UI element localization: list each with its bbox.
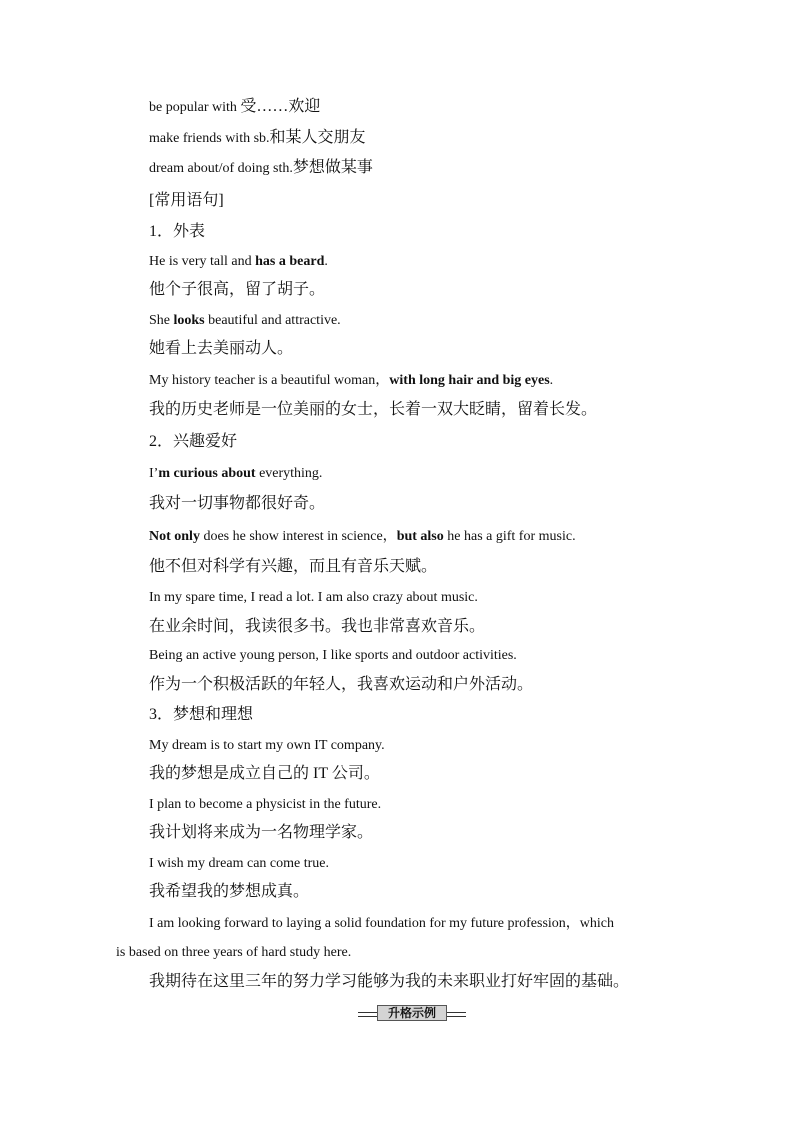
- s2-line-1-a: I’: [149, 466, 159, 481]
- s1-line-3-a: My history teacher is a beautiful woman，: [149, 373, 390, 388]
- s2-line-2: [149, 530, 576, 544]
- s1-line-3: [149, 374, 553, 388]
- phrase-3: [149, 160, 373, 176]
- section-tag-label: 升格示例: [377, 1005, 447, 1021]
- s1-line-2-a: She: [149, 313, 174, 328]
- s2-line-3: In my spare time, I read a lot. I am also crazy about music.: [149, 590, 478, 605]
- tag-rule-right: [447, 1012, 466, 1017]
- s2-line-2-cn: 他不但对科学有兴趣，而且有音乐天赋。: [149, 558, 438, 575]
- s1-line-2-c: beautiful and attractive.: [204, 313, 341, 328]
- phrase-1-en: be popular with: [149, 100, 241, 115]
- section-1-title: 1．外表: [149, 223, 206, 240]
- s3-line-4-cn: 我期待在这里三年的努力学习能够为我的未来职业打好牢固的基础。: [149, 973, 630, 990]
- s2-line-4-cn: 作为一个积极活跃的年轻人，我喜欢运动和户外活动。: [149, 676, 534, 693]
- s2-line-1-cn: 我对一切事物都很好奇。: [149, 495, 326, 512]
- s1-line-1-cn: 他个子很高，留了胡子。: [149, 281, 326, 298]
- s1-line-3-c: .: [549, 373, 554, 388]
- s3-line-2-cn: 我计划将来成为一名物理学家。: [149, 824, 374, 841]
- s2-line-1: [149, 467, 322, 481]
- s3-line-3: I wish my dream can come true.: [149, 856, 329, 871]
- s3-line-4b: is based on three years of hard study here.: [116, 945, 352, 960]
- s1-line-1-c: .: [324, 254, 328, 269]
- s2-line-4: Being an active young person, I like sports and outdoor activities.: [149, 648, 517, 663]
- s3-line-1-cn: 我的梦想是成立自己的 IT 公司。: [149, 765, 380, 782]
- s2-line-1-c: everything.: [255, 466, 323, 481]
- s1-line-2-bold: looks: [173, 313, 205, 328]
- s2-line-2-bold-2: but also: [396, 529, 444, 544]
- phrase-1-cn: 受……欢迎: [240, 98, 321, 115]
- phrase-1: [149, 99, 320, 115]
- s1-line-1-bold: has a beard: [255, 254, 325, 269]
- s2-line-2-a: does he show interest in science，: [199, 529, 397, 544]
- s2-line-3-cn: 在业余时间，我读很多书。我也非常喜欢音乐。: [149, 618, 486, 635]
- s2-line-2-bold-1: Not only: [149, 529, 200, 544]
- s1-line-2: [149, 314, 341, 328]
- phrase-3-cn: 梦想做某事: [292, 159, 373, 176]
- section-tag: [358, 1005, 466, 1021]
- common-sentences-heading: [常用语句]: [149, 192, 224, 209]
- s1-line-3-bold: with long hair and big eyes: [389, 373, 550, 388]
- phrase-3-en: dream about/of doing sth.: [149, 161, 293, 176]
- s1-line-3-cn: 我的历史老师是一位美丽的女士，长着一双大眨睛，留着长发。: [149, 401, 598, 418]
- s3-line-3-cn: 我希望我的梦想成真。: [149, 883, 310, 900]
- s3-line-2: I plan to become a physicist in the future.: [149, 797, 382, 812]
- phrase-2-cn: 和某人交朋友: [269, 129, 366, 146]
- tag-rule-left: [358, 1012, 377, 1017]
- section-3-title: 3．梦想和理想: [149, 706, 254, 723]
- s3-line-4a: I am looking forward to laying a solid foundation for my future profession，which: [149, 916, 615, 931]
- s1-line-2-cn: 她看上去美丽动人。: [149, 340, 294, 357]
- s2-line-1-bold: m curious about: [158, 466, 256, 481]
- s1-line-1: [149, 255, 328, 269]
- s3-line-1: My dream is to start my own IT company.: [149, 738, 385, 753]
- phrase-2: [149, 130, 366, 146]
- s1-line-1-a: He is very tall and: [149, 254, 256, 269]
- s2-line-2-c: he has a gift for music.: [443, 529, 576, 544]
- phrase-2-en: make friends with sb.: [149, 131, 270, 146]
- section-2-title: 2．兴趣爱好: [149, 433, 238, 450]
